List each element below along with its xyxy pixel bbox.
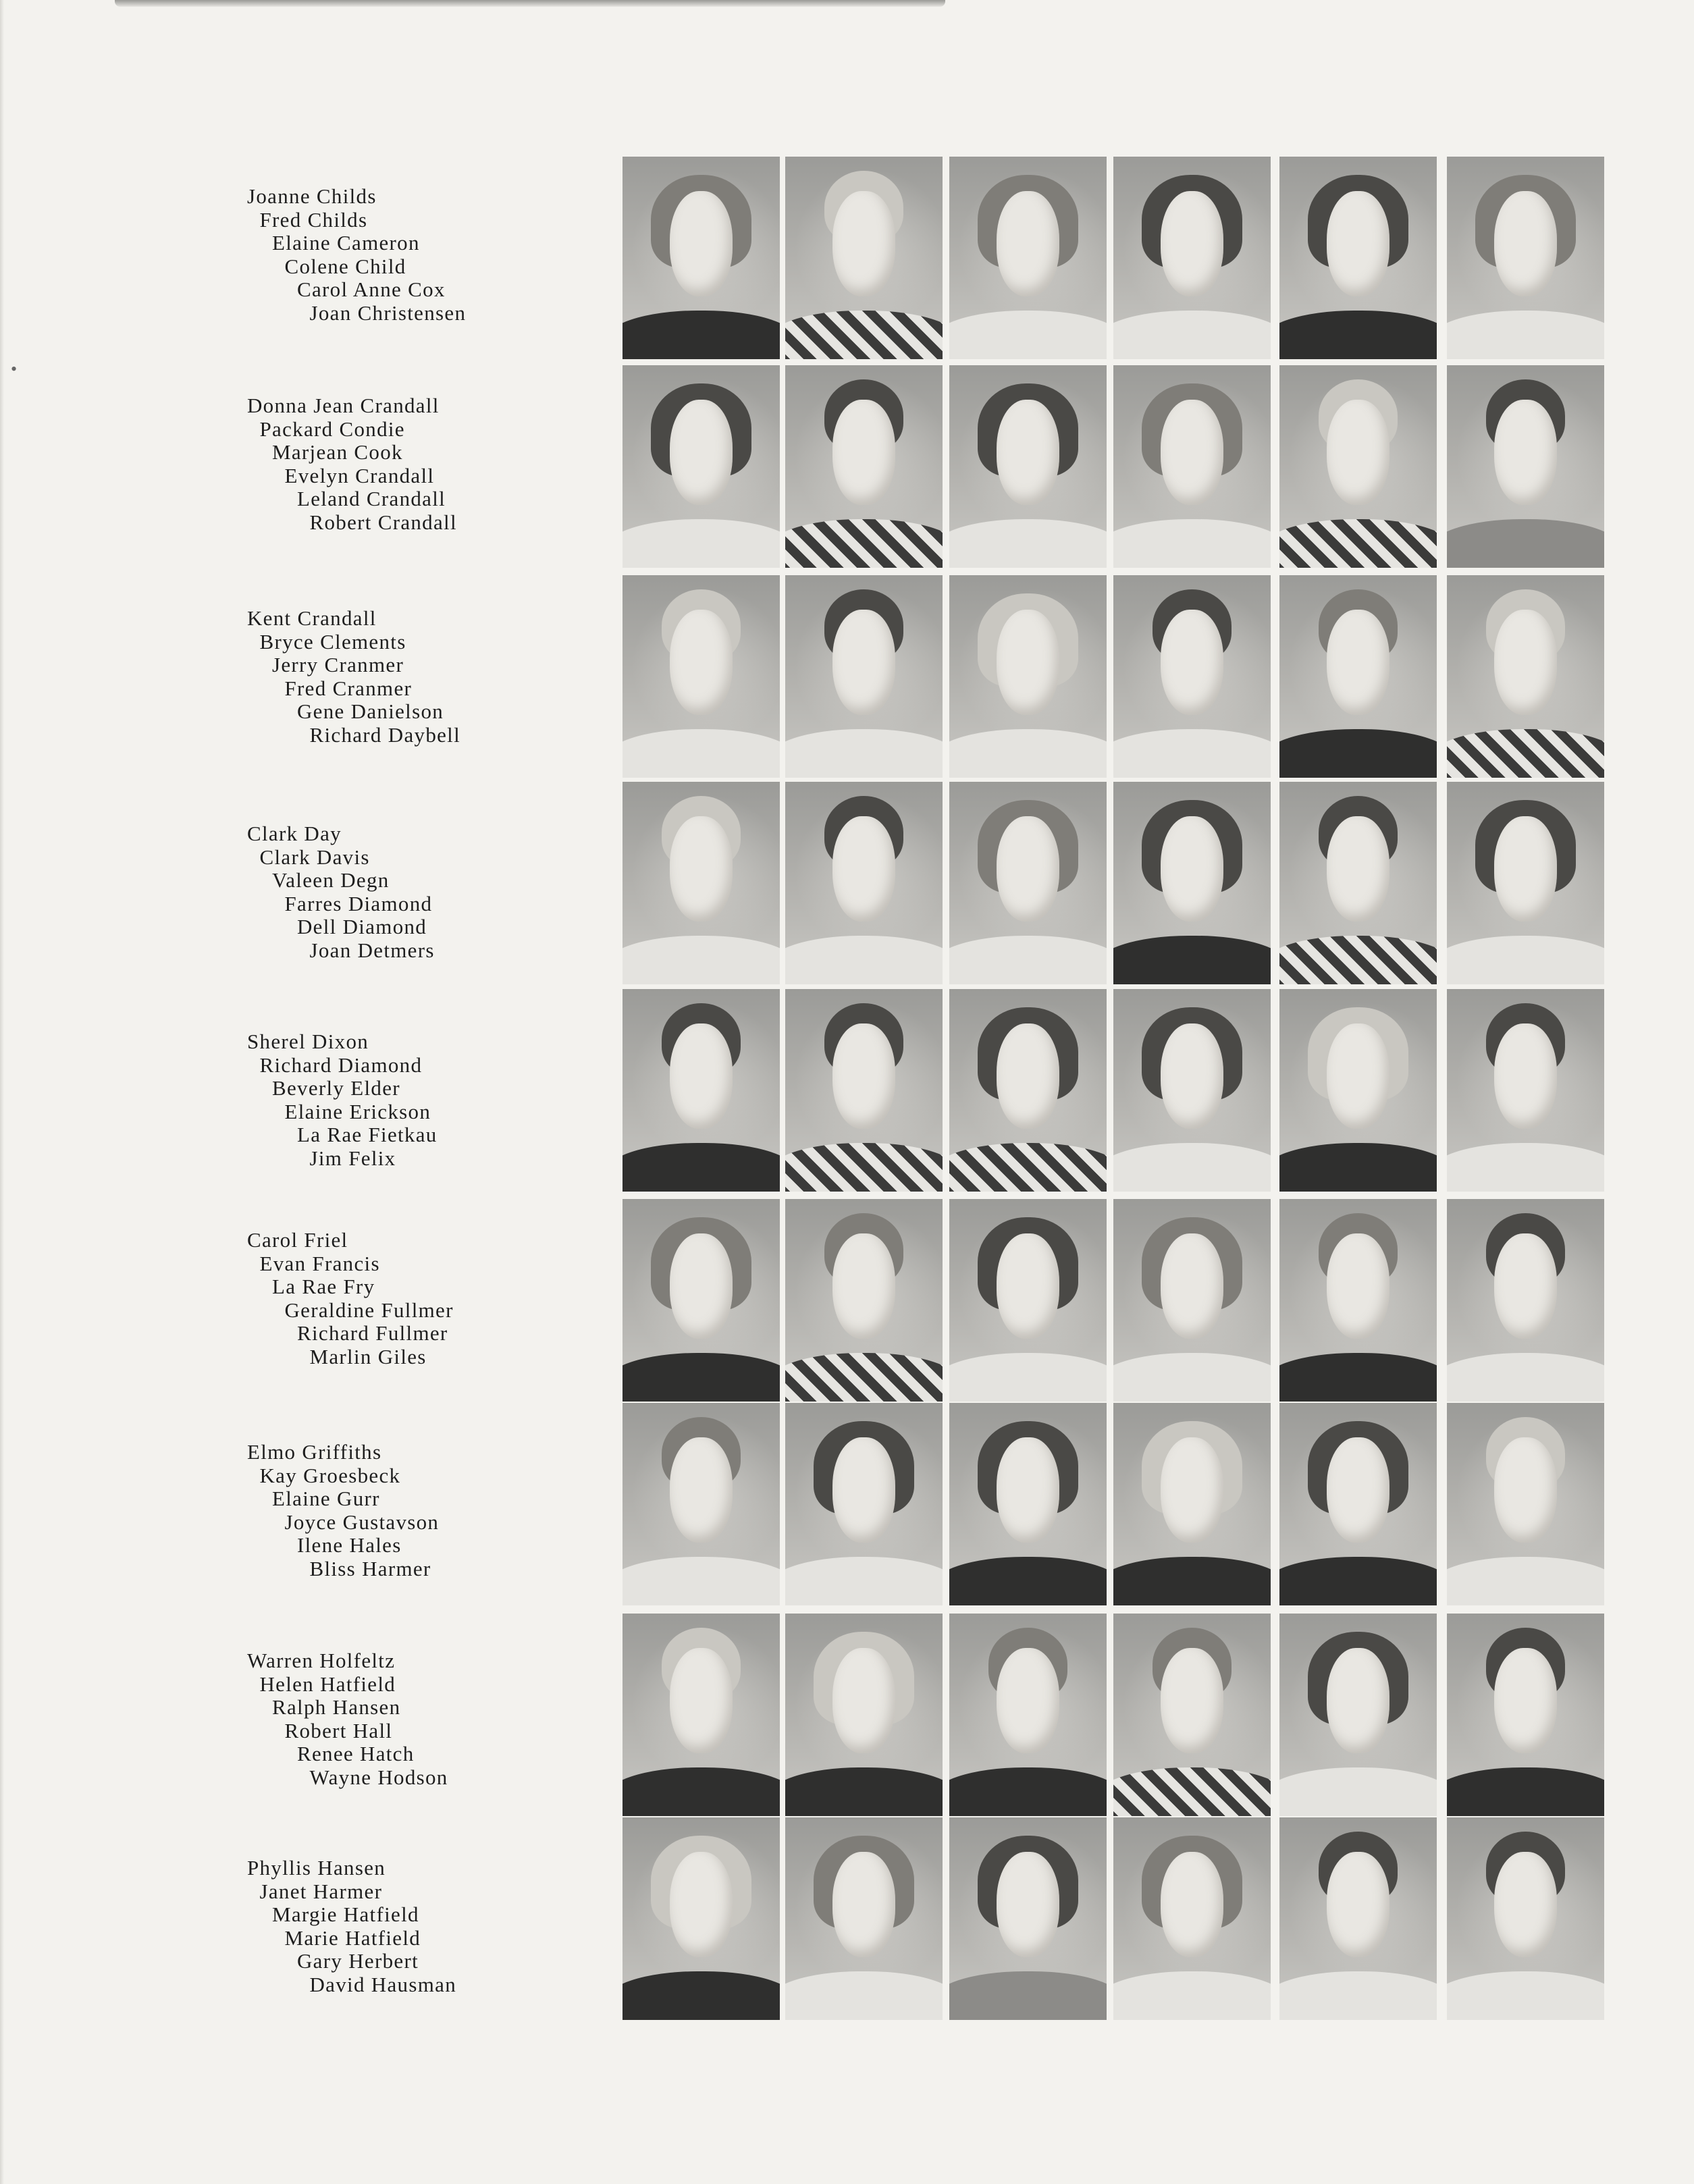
portrait-face <box>1327 1648 1389 1753</box>
portrait-body <box>1279 1353 1437 1402</box>
student-name: Fred Childs <box>259 207 368 232</box>
student-name: Warren Holfeltz <box>247 1649 396 1672</box>
student-name: Farres Diamond <box>284 891 433 915</box>
student-portrait <box>1279 365 1437 568</box>
portrait-body <box>623 936 780 984</box>
portrait-body <box>949 1767 1107 1816</box>
portrait-face <box>832 816 895 922</box>
student-portrait <box>785 782 943 984</box>
portrait-face <box>1494 191 1557 296</box>
student-portrait <box>623 782 780 984</box>
student-portrait <box>623 575 780 778</box>
student-name-list <box>247 1229 625 1431</box>
portrait-body <box>1447 1143 1604 1192</box>
student-portrait <box>1113 157 1271 359</box>
student-name: Joan Detmers <box>309 938 435 962</box>
student-portrait <box>623 989 780 1192</box>
student-portrait <box>1279 1199 1437 1402</box>
student-portrait <box>1279 1614 1437 1816</box>
student-portrait <box>1447 575 1604 778</box>
student-name: Clark Davis <box>259 845 370 869</box>
student-name: Jerry Cranmer <box>272 653 404 676</box>
student-portrait <box>949 782 1107 984</box>
student-name: Joyce Gustavson <box>284 1510 440 1534</box>
student-name: Donna Jean Crandall <box>247 394 440 417</box>
student-name: Gene Danielson <box>297 699 444 723</box>
student-portrait <box>785 1614 943 1816</box>
student-portrait <box>1279 1403 1437 1605</box>
portrait-body <box>1447 311 1604 359</box>
page-left-shadow <box>0 0 4 2184</box>
student-name: Marjean Cook <box>272 440 403 464</box>
portrait-face <box>832 1233 895 1339</box>
student-name: Dell Diamond <box>297 915 427 938</box>
portrait-body <box>1447 1557 1604 1605</box>
portrait-body <box>949 1971 1107 2020</box>
portrait-body <box>1279 729 1437 778</box>
student-portrait <box>1447 1199 1604 1402</box>
portrait-body <box>623 519 780 568</box>
portrait-face <box>997 816 1059 922</box>
student-name: Richard Daybell <box>309 722 461 747</box>
portrait-face <box>1494 610 1557 715</box>
student-name: Robert Crandall <box>309 510 457 534</box>
portrait-face <box>997 1233 1059 1339</box>
portrait-face <box>670 191 733 296</box>
portrait-body <box>623 311 780 359</box>
portrait-face <box>997 191 1059 296</box>
portrait-body <box>785 1143 943 1192</box>
portrait-body <box>623 1767 780 1816</box>
student-name: Packard Condie <box>259 417 405 441</box>
student-name: David Hausman <box>309 1972 456 1996</box>
student-name: Phyllis Hansen <box>247 1856 386 1880</box>
portrait-body <box>1113 1353 1271 1402</box>
student-name: Evelyn Crandall <box>284 463 435 487</box>
student-name: Marie Hatfield <box>284 1925 421 1950</box>
student-portrait <box>1447 782 1604 984</box>
portrait-face <box>1327 816 1389 922</box>
student-name: La Rae Fry <box>272 1275 375 1298</box>
student-portrait <box>623 1403 780 1605</box>
student-name-list <box>247 607 625 809</box>
portrait-body <box>1113 1971 1271 2020</box>
portrait-body <box>949 729 1107 778</box>
portrait-face <box>1494 400 1557 505</box>
portrait-body <box>785 311 943 359</box>
student-portrait <box>785 989 943 1192</box>
portrait-face <box>670 610 733 715</box>
student-name-list <box>247 1857 625 2059</box>
student-portrait <box>785 157 943 359</box>
portrait-face <box>1327 610 1389 715</box>
student-name: Janet Harmer <box>259 1879 383 1903</box>
student-portrait <box>1447 1817 1604 2020</box>
student-name: Joanne Childs <box>247 184 377 208</box>
student-portrait <box>623 157 780 359</box>
student-portrait <box>949 365 1107 568</box>
student-portrait <box>949 1817 1107 2020</box>
student-name: Robert Hall <box>284 1718 393 1742</box>
student-name-list <box>247 822 625 1025</box>
student-name: Bryce Clements <box>259 629 406 654</box>
portrait-face <box>1161 1437 1223 1543</box>
portrait-body <box>1447 936 1604 984</box>
portrait-face <box>832 1023 895 1129</box>
student-name: Bliss Harmer <box>309 1556 431 1580</box>
portrait-body <box>785 1971 943 2020</box>
portrait-body <box>1113 729 1271 778</box>
student-portrait <box>1113 1817 1271 2020</box>
student-name: Elmo Griffiths <box>247 1440 382 1464</box>
portrait-face <box>1161 1023 1223 1129</box>
student-name: Renee Hatch <box>297 1742 415 1765</box>
student-portrait <box>1447 1403 1604 1605</box>
portrait-body <box>785 1557 943 1605</box>
student-name: Marlin Giles <box>309 1344 427 1368</box>
portrait-body <box>1447 519 1604 568</box>
student-name-list <box>247 185 625 388</box>
portrait-body <box>949 311 1107 359</box>
portrait-body <box>949 1557 1107 1605</box>
student-portrait <box>949 1403 1107 1605</box>
portrait-body <box>1279 1971 1437 2020</box>
student-portrait <box>1113 1614 1271 1816</box>
portrait-face <box>1327 1233 1389 1339</box>
portrait-face <box>1327 1852 1389 1957</box>
student-portrait <box>1279 989 1437 1192</box>
student-portrait <box>1447 157 1604 359</box>
student-name: Elaine Erickson <box>284 1099 431 1123</box>
portrait-face <box>997 1437 1059 1543</box>
portrait-body <box>785 729 943 778</box>
portrait-face <box>1161 400 1223 505</box>
portrait-face <box>832 1437 895 1543</box>
student-portrait <box>1113 989 1271 1192</box>
portrait-body <box>623 1353 780 1402</box>
student-portrait <box>949 157 1107 359</box>
student-name-list <box>247 394 625 597</box>
portrait-body <box>785 936 943 984</box>
student-portrait <box>785 1199 943 1402</box>
student-name: Leland Crandall <box>297 487 446 510</box>
student-portrait <box>623 1817 780 2020</box>
student-name: Carol Anne Cox <box>297 277 446 301</box>
student-portrait <box>1447 1614 1604 1816</box>
portrait-body <box>785 519 943 568</box>
portrait-face <box>1494 1852 1557 1957</box>
student-name: Elaine Cameron <box>272 231 420 255</box>
portrait-face <box>832 1852 895 1957</box>
portrait-face <box>997 1023 1059 1129</box>
portrait-face <box>670 1437 733 1543</box>
portrait-body <box>785 1767 943 1816</box>
portrait-face <box>1327 1023 1389 1129</box>
student-portrait <box>785 365 943 568</box>
student-portrait <box>1279 1817 1437 2020</box>
portrait-face <box>1494 1023 1557 1129</box>
portrait-face <box>670 1233 733 1339</box>
student-name: Carol Friel <box>247 1228 348 1252</box>
portrait-body <box>623 1143 780 1192</box>
student-name: Jim Felix <box>309 1146 396 1170</box>
student-portrait <box>949 575 1107 778</box>
portrait-face <box>1161 1233 1223 1339</box>
student-portrait <box>1113 365 1271 568</box>
student-portrait <box>623 1614 780 1816</box>
portrait-face <box>670 1852 733 1957</box>
portrait-body <box>1447 729 1604 778</box>
portrait-body <box>623 1971 780 2020</box>
student-portrait <box>785 1403 943 1605</box>
portrait-face <box>997 1852 1059 1957</box>
student-portrait <box>949 1199 1107 1402</box>
student-portrait <box>1113 575 1271 778</box>
student-portrait <box>1279 157 1437 359</box>
student-portrait <box>949 1614 1107 1816</box>
student-portrait <box>785 575 943 778</box>
student-name: Evan Francis <box>259 1251 380 1275</box>
student-name: Elaine Gurr <box>272 1487 380 1510</box>
portrait-face <box>832 610 895 715</box>
student-name: Gary Herbert <box>297 1949 419 1973</box>
portrait-face <box>997 400 1059 505</box>
student-name: Clark Day <box>247 822 342 845</box>
portrait-body <box>1113 1557 1271 1605</box>
student-portrait <box>1279 575 1437 778</box>
portrait-body <box>1279 936 1437 984</box>
student-name-list <box>247 1030 625 1233</box>
portrait-face <box>997 610 1059 715</box>
portrait-body <box>1279 519 1437 568</box>
portrait-body <box>1447 1767 1604 1816</box>
student-portrait <box>1447 989 1604 1192</box>
portrait-body <box>949 1353 1107 1402</box>
portrait-body <box>1279 311 1437 359</box>
portrait-face <box>832 191 895 296</box>
portrait-face <box>1327 1437 1389 1543</box>
portrait-face <box>1327 400 1389 505</box>
portrait-face <box>1161 1648 1223 1753</box>
portrait-face <box>670 816 733 922</box>
portrait-body <box>949 1143 1107 1192</box>
portrait-face <box>670 1648 733 1753</box>
portrait-face <box>832 400 895 505</box>
portrait-face <box>832 1648 895 1753</box>
student-name: Richard Diamond <box>259 1053 423 1077</box>
portrait-body <box>1113 1143 1271 1192</box>
student-name: Geraldine Fullmer <box>284 1298 454 1322</box>
student-portrait <box>1113 782 1271 984</box>
portrait-body <box>1279 1557 1437 1605</box>
portrait-body <box>949 936 1107 984</box>
portrait-body <box>1113 311 1271 359</box>
portrait-body <box>1447 1971 1604 2020</box>
student-name-list <box>247 1441 625 1643</box>
portrait-body <box>1447 1353 1604 1402</box>
student-name: Sherel Dixon <box>247 1030 369 1053</box>
portrait-body <box>949 519 1107 568</box>
portrait-face <box>1494 1437 1557 1543</box>
student-portrait <box>785 1817 943 2020</box>
portrait-face <box>997 1648 1059 1753</box>
student-name: Fred Cranmer <box>284 676 413 700</box>
portrait-body <box>1113 519 1271 568</box>
student-portrait <box>623 1199 780 1402</box>
portrait-face <box>670 1023 733 1129</box>
portrait-face <box>1494 816 1557 922</box>
portrait-face <box>1161 191 1223 296</box>
portrait-body <box>623 1557 780 1605</box>
portrait-body <box>1279 1143 1437 1192</box>
portrait-body <box>623 729 780 778</box>
portrait-body <box>1113 1767 1271 1816</box>
portrait-face <box>1161 816 1223 922</box>
student-name: Valeen Degn <box>272 868 390 892</box>
margin-mark: • <box>11 359 18 379</box>
student-name-list <box>247 1649 625 1852</box>
student-portrait <box>949 989 1107 1192</box>
student-name: Kay Groesbeck <box>259 1463 401 1487</box>
portrait-body <box>1279 1767 1437 1816</box>
portrait-face <box>670 400 733 505</box>
student-name: Beverly Elder <box>272 1076 400 1100</box>
student-name: Kent Crandall <box>247 606 377 630</box>
student-portrait <box>1279 782 1437 984</box>
student-name: Margie Hatfield <box>272 1902 419 1926</box>
student-name: La Rae Fietkau <box>297 1123 438 1146</box>
student-portrait <box>623 365 780 568</box>
student-name: Helen Hatfield <box>259 1672 396 1696</box>
student-name: Joan Christensen <box>309 300 467 325</box>
portrait-face <box>1161 1852 1223 1957</box>
portrait-face <box>1327 191 1389 296</box>
portrait-face <box>1494 1233 1557 1339</box>
student-portrait <box>1113 1403 1271 1605</box>
portrait-body <box>785 1353 943 1402</box>
student-name: Wayne Hodson <box>309 1765 448 1789</box>
portrait-face <box>1161 610 1223 715</box>
student-name: Ilene Hales <box>297 1533 402 1557</box>
student-name: Colene Child <box>284 254 406 278</box>
page-top-edge <box>115 0 945 7</box>
portrait-face <box>1494 1648 1557 1753</box>
student-name: Richard Fullmer <box>297 1321 448 1345</box>
student-name: Ralph Hansen <box>272 1695 401 1719</box>
student-portrait <box>1113 1199 1271 1402</box>
portrait-body <box>1113 936 1271 984</box>
student-portrait <box>1447 365 1604 568</box>
